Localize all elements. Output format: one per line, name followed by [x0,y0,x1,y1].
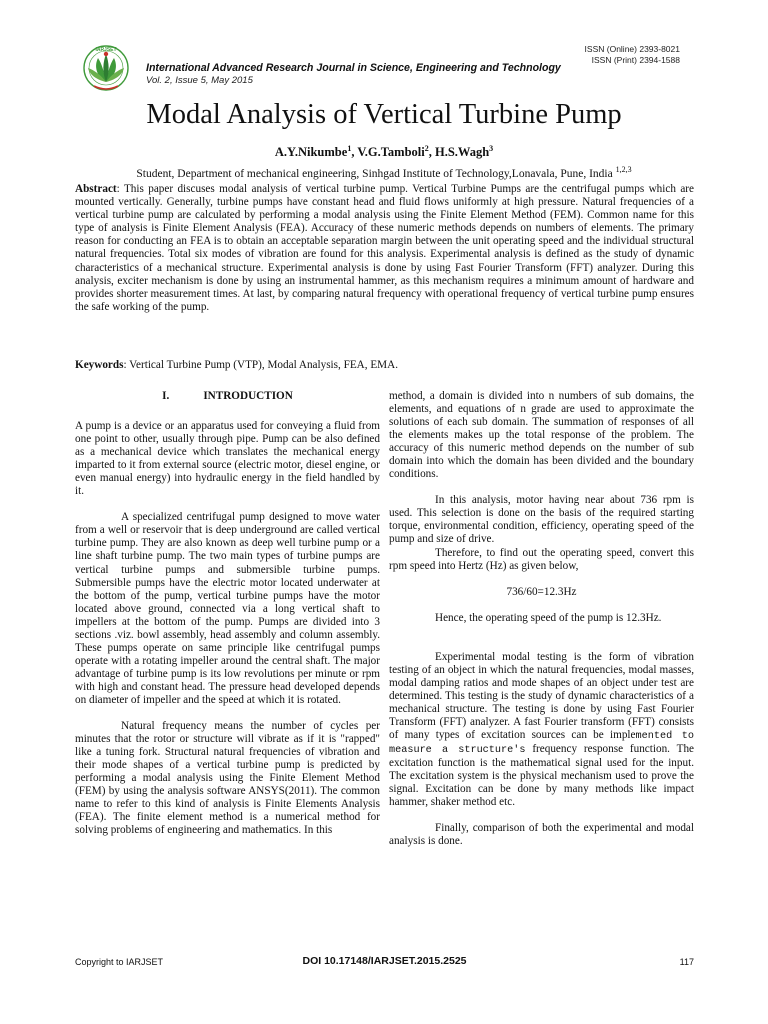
right-column [389,390,694,861]
keywords-text: : Vertical Turbine Pump (VTP), Modal Analysis, FEA, EMA. [123,359,398,371]
author-1: A.Y.Nikumbe [274,145,348,160]
paragraph: A pump is a device or an apparatus used for conveying a fluid from one point to other, usually through pipe. Pump can be also defined as a mechanical device which translates the mechanical energy imparted to it from external source (electric motor, diesel engine, or even manual energy) into hydraulic energy in the field handled by it. [75,420,380,498]
abstract-label: Abstract [75,183,117,195]
paragraph: Hence, the operating speed of the pump is 12.3Hz. [435,611,662,624]
abstract-text: : This paper discuses modal analysis of vertical turbine pump. Vertical Turbine Pumps are the centrifugal pumps which are mounted vertically. Generally, turbine pumps have constant head and fluid flows uniformly at high pressure. Natural frequencies of a vertical turbine pump are calculated by performing a modal analysis using the Finite Element Method (FEM). Common name for this type of analysis is Finite Element Analysis (FEA). Accuracy of these numeric methods depends on numbers of elements. The primary reason for conducting an FEA is to obtain an acceptable separation margin between the unit operating speed and the individual structural natural frequencies. Total six modes of vibration are found for this analysis. Experimental analysis is defined as the study of dynamic characteristics of a mechanical structure. Experimental analysis is done by using Fast Fourier Transform (FFT) analyzer. During this analysis, exciter mechanism is done by using an instrumental hammer, as this mechanism requires a minimum amount of hardware and provides shorter measurement times. At last, by comparing natural frequency with operational frequency of vertical turbine pump ensures the safe working of the pump. [75,183,694,313]
section-number: I. [162,390,170,402]
author-line: A.Y.Nikumbe$^1$, V.G.Tamboli$^2$, H.S.Wagh$^3$ [274,144,494,160]
paragraph: Natural frequency means the number of cycles per minutes that the rotor or structure will vibrate as if it is "rapped" like a tuning fork. Structural natural frequencies of vibration and their mode shapes of a vertical turbine pump is predicted by performing a modal analysis using the Finite Element Method (FEM) by using the analysis software ANSYS(2011). The common name to refer to this kind of analysis is Finite Elements Analysis (FEA). The finite element method is a numerical method for solving problems of engineering and mathematics. In this [75,720,380,837]
paragraph-part: frequency response function. The excitation function is the mathematical signal used for the input. The excitation system is the physical mechanism used to prove the signal. Excitation can be done by many methods like impact hammer, shaker method etc. [389,743,694,809]
copyright: Copyright to IARJSET [75,957,164,967]
issn-print: ISSN (Print) 2394-1588 [591,55,680,65]
paper-title: Modal Analysis of Vertical Turbine Pump [146,99,622,130]
paragraph: Therefore, to find out the operating speed, convert this rpm speed into Hertz (Hz) as given below, [389,546,694,572]
paragraph-part: Experimental modal testing is the form of vibration testing of an object in which the natural frequencies, modal masses, modal damping ratios and mode shapes of an object under test are determined. This testing is the study of dynamic characteristics of a mechanical structure. The testing is done by using Fast Fourier Transform (FFT) analyzer. A fast Fourier transform (FFT) consists of many types of excitation sources can be imple [389,650,694,741]
journal-name: International Advanced Research Journal in Science, Engineering and Technology [146,62,561,74]
affiliation-text: Student, Department of mechanical engineering, Sinhgad Institute of Technology,Lonavala, Pune, India [136,167,613,180]
author-2-sup: 2 [424,144,429,153]
paragraph: method, a domain is divided into n numbers of sub domains, the elements, and equations of n grade are used to approximate the solutions of each sub domain. The summation of responses of all the elements makes up the total response of the problem. The accuracy of this numeric method depends on the number of sub domain into which the domain has been divided and the boundary conditions. [389,390,694,481]
equation: 736/60=12.3Hz [506,585,577,598]
author-3: H.S.Wagh [434,145,490,160]
paragraph [389,651,694,810]
paragraph: Finally, comparison of both the experimental and modal analysis is done. [389,822,694,848]
keywords-label: Keywords [75,359,124,371]
paragraph: A specialized centrifugal pump designed to move water from a well or reservoir that is deep underground are called vertical turbine pump. They are also known as deep well turbine pump or a line shaft turbine pump. The two main types of turbine pumps are vertical turbine pumps and submersible turbine pumps. Submersible pumps have the electric motor located underwater at the bottom of the pump, vertical turbine pumps have the motor located above ground, connected via a long vertical shaft to impellers at the bottom of the pump. Pumps are divided into 3 sections .viz. bowl assembly, head assembly and column assembly. These pumps operate on same principle like centrifugal pumps operate with a rotating impeller around the central shaft. The major advantage of turbine pump is its low revolutions per minute or rpm with high and constant head. The pressure head developed depends on diameter of impeller and the speed at which it is rotated. [75,511,380,706]
logo-text: IARJSET [95,47,117,53]
paragraph-part-mono: mented to measure a structure's [389,730,694,757]
section-title: INTRODUCTION [203,390,293,402]
iarjset-logo [74,42,138,98]
paragraph: In this analysis, motor having near about 736 rpm is used. This selection is done on the basis of the required starting torque, environmental condition, efficiency, operating speed of the pump and size of drive. [389,494,694,546]
author-2: V.G.Tamboli [357,145,425,160]
abstract [75,183,694,314]
journal-volume: Vol. 2, Issue 5, May 2015 [146,75,253,86]
page-number: 117 [679,957,694,967]
affiliation [0,165,768,180]
affiliation-sup: 1,2,3 [615,165,632,174]
doi: DOI 10.17148/IARJSET.2015.2525 [302,955,467,967]
section-heading [75,390,380,403]
keywords [75,359,694,371]
author-3-sup: 3 [489,144,494,153]
left-column [75,390,380,850]
issn-online: ISSN (Online) 2393-8021 [584,44,680,54]
issn-block [585,44,680,66]
author-1-sup: 1 [347,144,352,153]
